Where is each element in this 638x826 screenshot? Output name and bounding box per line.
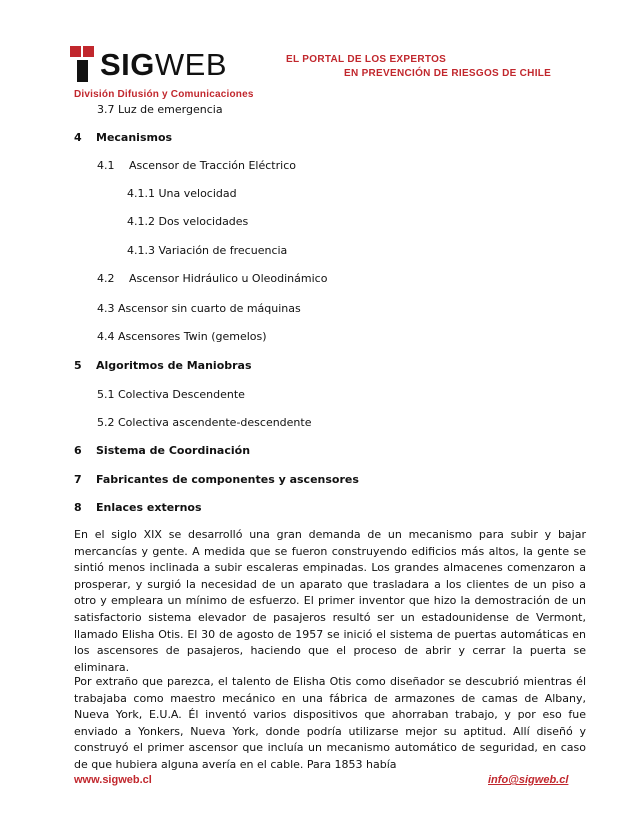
toc-section-number: 8 bbox=[74, 501, 82, 514]
toc-section-title: Enlaces externos bbox=[96, 501, 202, 514]
logo-web: WEB bbox=[154, 46, 228, 82]
toc-section-8 bbox=[74, 501, 202, 514]
division-label: División Difusión y Comunicaciones bbox=[74, 89, 254, 100]
toc-item-5-2: 5.2 Colectiva ascendente-descendente bbox=[97, 416, 312, 429]
portal-tagline-line2: EN PREVENCIÓN DE RIESGOS DE CHILE bbox=[344, 68, 552, 79]
sigweb-logo bbox=[70, 44, 227, 84]
body-paragraph-1: En el siglo XIX se desarrolló una gran demanda de un mecanismo para subir y bajar mercancías y gente. A medida que se fueron construyendo edificios más altos, la gente se sintió menos inclinada a subir escaleras empinadas. Los grandes almacenes comenzaron a prosperar, y surgió la necesidad de un aparato que trasladara a los clientes de un piso a otro y empleara un mínimo de esfuerzo. El primer inventor que hizo la demostración de un satisfactorio sistema elevador de pasajeros resultó ser un estadounidense de Vermont, llamado Elisha Otis. El 30 de agosto de 1957 se inició el sistema de puertas automáticas en los ascensores de pasajeros, haciendo que el proceso de abrir y cerrar la puerta se eliminara. bbox=[74, 528, 586, 674]
toc-item-number: 4.1 bbox=[97, 159, 115, 172]
toc-section-number: 5 bbox=[74, 359, 82, 372]
toc-section-title: Sistema de Coordinación bbox=[96, 444, 251, 457]
toc-section-title: Fabricantes de componentes y ascensores bbox=[96, 473, 359, 486]
toc-item-number: 4.2 bbox=[97, 272, 115, 285]
toc-section-number: 7 bbox=[74, 473, 82, 486]
footer-website-link[interactable]: www.sigweb.cl bbox=[74, 774, 152, 786]
toc-section-number: 6 bbox=[74, 444, 82, 457]
toc-item-4-1-1: 4.1.1 Una velocidad bbox=[127, 187, 237, 200]
toc-item-5-1: 5.1 Colectiva Descendente bbox=[97, 388, 245, 401]
footer-email-link[interactable]: info@sigweb.cl bbox=[488, 774, 569, 786]
toc-item-4-2 bbox=[97, 272, 327, 285]
toc-section-title: Mecanismos bbox=[96, 131, 173, 144]
toc-section-4 bbox=[74, 131, 172, 144]
logo-mark-icon bbox=[70, 46, 96, 82]
toc-item-4-1-3: 4.1.3 Variación de frecuencia bbox=[127, 244, 288, 257]
toc-item-4-3: 4.3 Ascensor sin cuarto de máquinas bbox=[97, 302, 301, 315]
toc-section-5 bbox=[74, 359, 252, 372]
toc-section-title: Algoritmos de Maniobras bbox=[96, 359, 252, 372]
toc-item-title: Ascensor Hidráulico u Oleodinámico bbox=[129, 272, 328, 285]
toc-item-title: Ascensor de Tracción Eléctrico bbox=[129, 159, 296, 172]
logo-sig: SIG bbox=[100, 46, 155, 82]
toc-item-4-4: 4.4 Ascensores Twin (gemelos) bbox=[97, 330, 267, 343]
toc-section-6 bbox=[74, 444, 250, 457]
portal-tagline-line1: EL PORTAL DE LOS EXPERTOS bbox=[286, 54, 447, 65]
toc-item-4-1-2: 4.1.2 Dos velocidades bbox=[127, 215, 249, 228]
toc-item-4-1 bbox=[97, 159, 296, 172]
toc-section-number: 4 bbox=[74, 131, 82, 144]
toc-section-7 bbox=[74, 473, 359, 486]
logo-wordmark bbox=[100, 46, 228, 82]
toc-item-3-7: 3.7 Luz de emergencia bbox=[97, 103, 223, 116]
body-paragraph-2: Por extraño que parezca, el talento de Elisha Otis como diseñador se descubrió mientras él trabajaba como maestro mecánico en una fábrica de armazones de camas de Albany, Nueva York, E.U.A. Él inventó varios dispositivos que ahorraban trabajo, y por eso fue enviado a Yonkers, Nueva York, donde podría utilizarse mejor su aptitud. Allí diseñó y construyó el primer ascensor que incluía un mecanismo automático de seguridad, en caso de que hubiera alguna avería en el cable. Para 1853 había bbox=[74, 675, 586, 771]
